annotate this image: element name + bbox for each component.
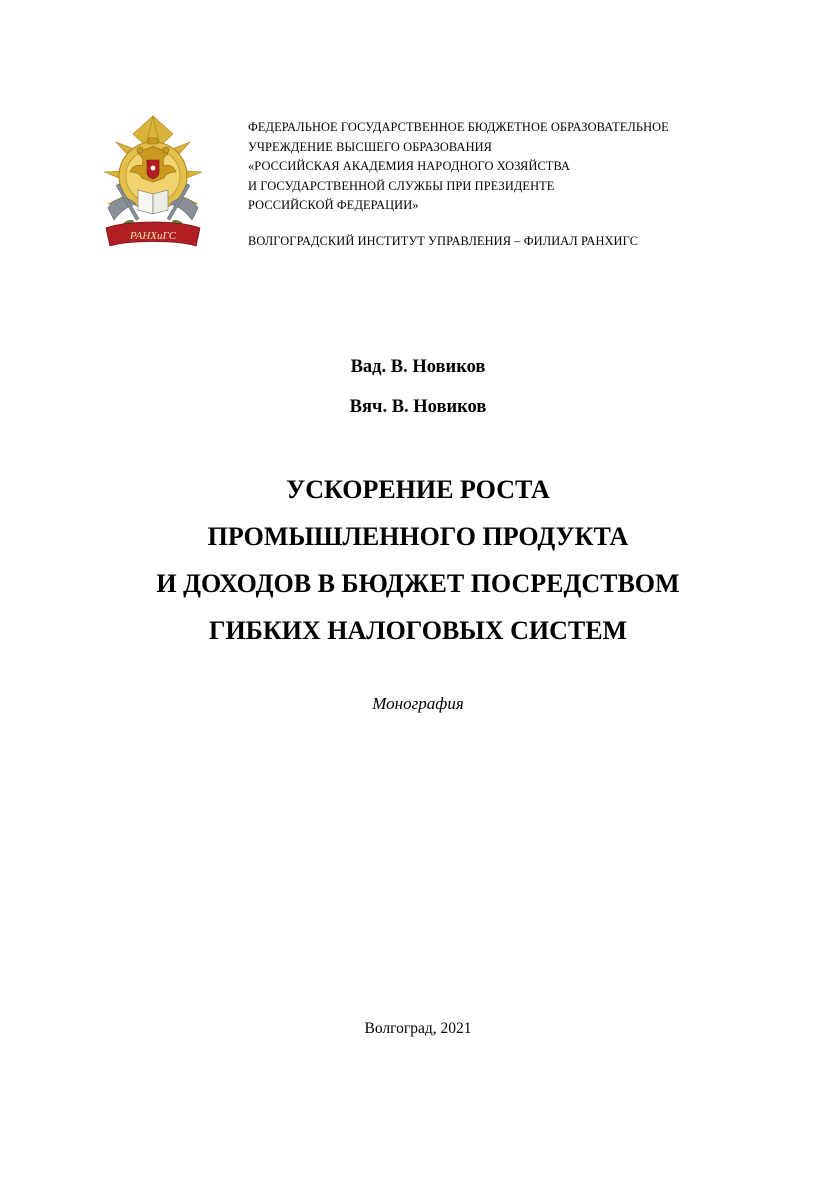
header-line: РОССИЙСКОЙ ФЕДЕРАЦИИ» xyxy=(248,198,419,213)
title-line: ПРОМЫШЛЕННОГО ПРОДУКТА xyxy=(207,522,629,551)
emblem-ribbon-text: РАНХиГС xyxy=(129,230,177,242)
author-name: Вад. В. Новиков xyxy=(350,357,486,377)
title-line: И ДОХОДОВ В БЮДЖЕТ ПОСРЕДСТВОМ xyxy=(156,569,680,598)
city-year: Волгоград, 2021 xyxy=(364,1020,472,1037)
author-name: Вяч. В. Новиков xyxy=(349,397,487,417)
header-line: «РОССИЙСКАЯ АКАДЕМИЯ НАРОДНОГО ХОЗЯЙСТВА xyxy=(248,159,571,174)
header-line: ФЕДЕРАЛЬНОЕ ГОСУДАРСТВЕННОЕ БЮДЖЕТНОЕ ОБРАЗОВАТЕЛЬНОЕ xyxy=(248,120,669,134)
title-line: УСКОРЕНИЕ РОСТА xyxy=(286,475,550,504)
header-line: И ГОСУДАРСТВЕННОЙ СЛУЖБЫ ПРИ ПРЕЗИДЕНТЕ xyxy=(248,178,555,193)
institute-name: ВОЛГОГРАДСКИЙ ИНСТИТУТ УПРАВЛЕНИЯ – ФИЛИАЛ РАНХИГС xyxy=(248,233,639,248)
book-title xyxy=(0,466,836,654)
institution-header xyxy=(248,118,808,252)
ranepa-emblem-logo xyxy=(98,112,208,254)
document-type: Монография xyxy=(372,694,464,713)
header-line: УЧРЕЖДЕНИЕ ВЫСШЕГО ОБРАЗОВАНИЯ xyxy=(248,139,493,154)
title-line: ГИБКИХ НАЛОГОВЫХ СИСТЕМ xyxy=(208,616,628,645)
